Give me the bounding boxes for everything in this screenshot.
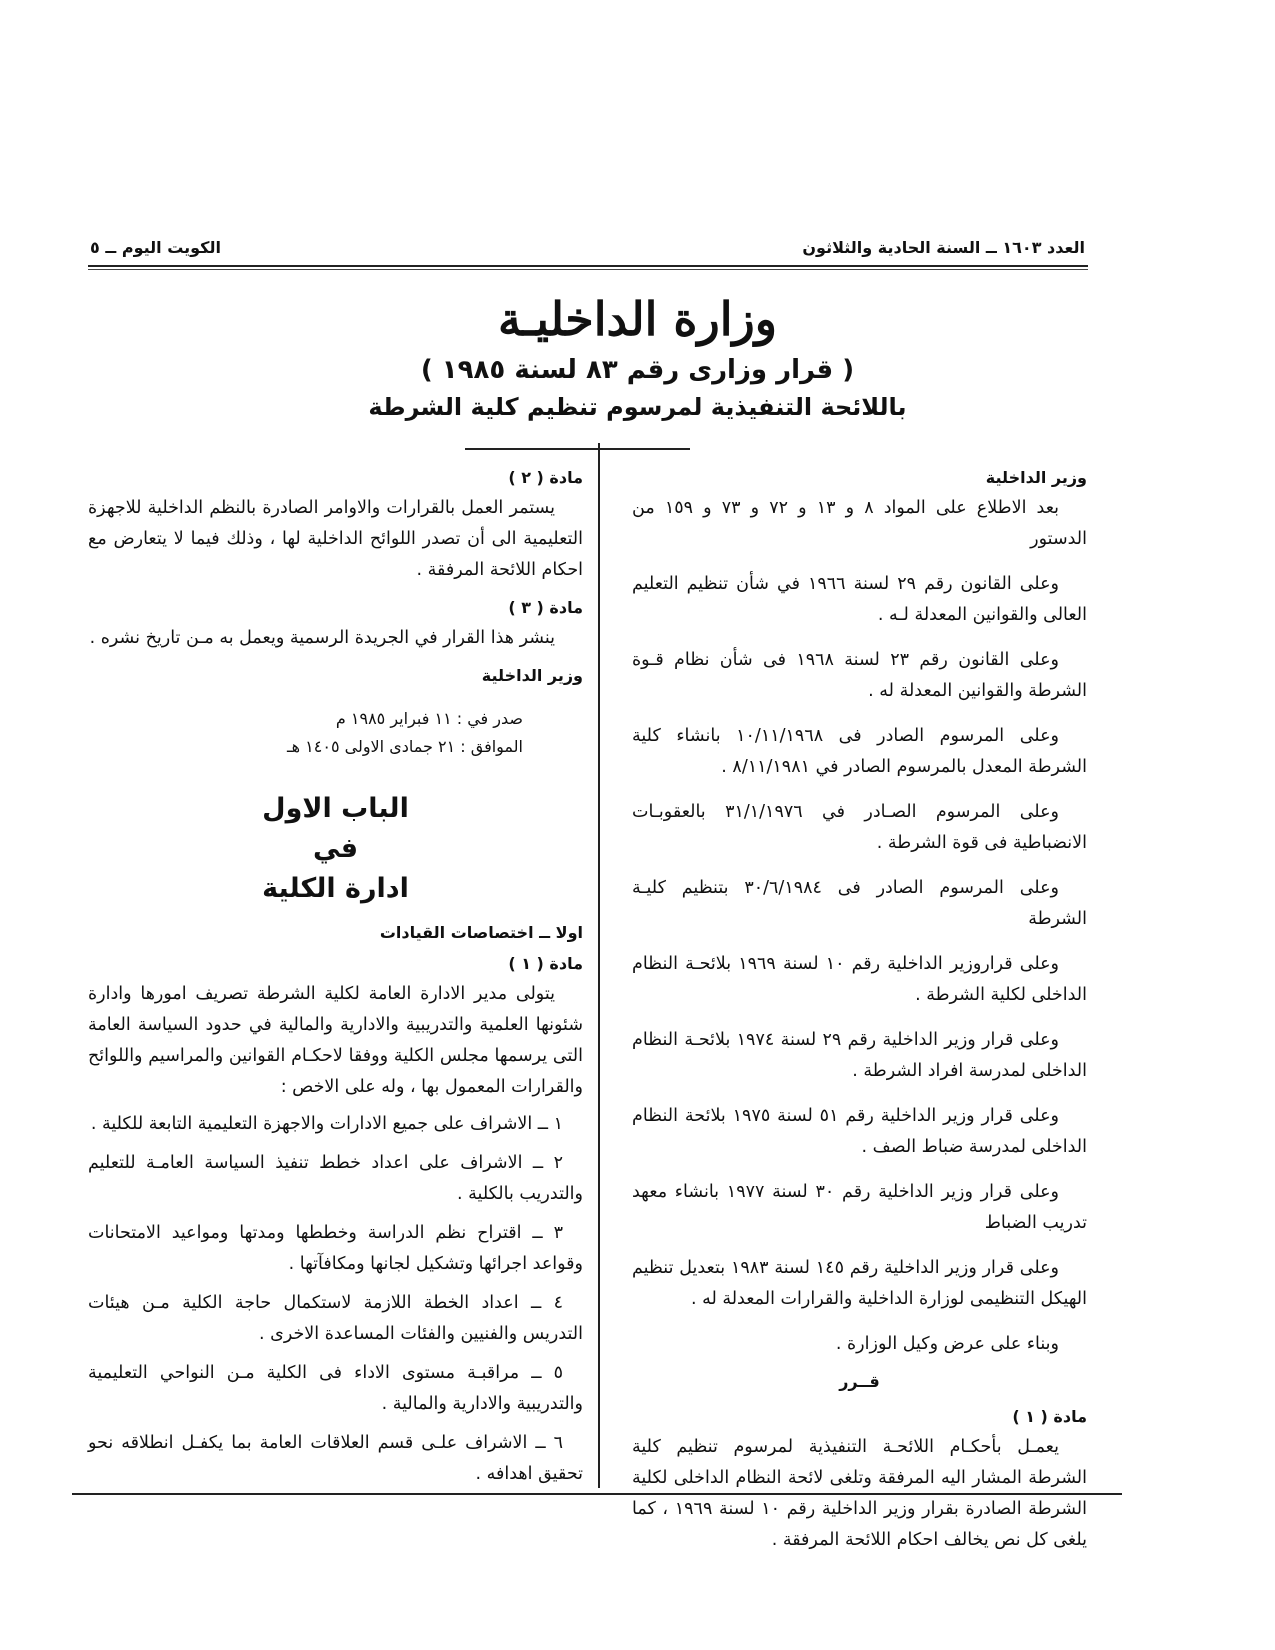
decree-subject: باللائحة التنفيذية لمرسوم تنظيم كلية الشرطة [368, 393, 907, 421]
left-column [88, 462, 583, 1498]
preamble-paragraph: وعلى قرار وزير الداخلية رقم ٢٩ لسنة ١٩٧٤ بلائحـة النظام الداخلى لمدرسة افراد الشرطة . [632, 1030, 1087, 1081]
column-divider [598, 443, 600, 1488]
preamble-paragraph: بعد الاطلاع على المواد ٨ و ١٣ و ٧٢ و ٧٣ و ١٥٩ من الدستور [632, 498, 1087, 549]
preamble-paragraph: وعلى القانون رقم ٢٩ لسنة ١٩٦٦ في شأن تنظيم التعليم العالى والقوانين المعدلة لـه . [632, 574, 1087, 625]
preamble-paragraph: وعلى قراروزير الداخلية رقم ١٠ لسنة ١٩٦٩ بلائحـة النظام الداخلى لكلية الشرطة . [632, 954, 1087, 1005]
preamble-paragraph: وبناء على عرض وكيل الوزارة . [835, 1334, 1059, 1354]
minister-label: وزير الداخلية [985, 468, 1087, 487]
article-label: مادة ( ٣ ) [508, 598, 583, 617]
article-text: يتولى مدير الادارة العامة لكلية الشرطة تصريف امورها وادارة شئونها العلمية والتدريبية والادارية والمالية في حدود السياسة العامة التى يرسمها مجلس الكلية ووفقا لاحكـام القوانين والمراسيم واللوائح والقرارات المعمول بها ، وله على الاخص : [88, 984, 583, 1097]
list-item: ٢ ــ الاشراف على اعداد خطط تنفيذ السياسة العامـة للتعليم والتدريب بالكلية . [88, 1153, 583, 1204]
decree-number: ( قرار وزارى رقم ٨٣ لسنة ١٩٨٥ ) [420, 355, 855, 385]
gazette-page-label: الكويت اليوم ــ ٥ [90, 238, 221, 257]
minister-signature: وزير الداخلية [481, 666, 583, 685]
title-block [0, 285, 1275, 421]
preamble-paragraph: وعلى المرسوم الصادر فى ٣٠/٦/١٩٨٤ بتنظيم كليـة الشرطة [632, 878, 1087, 929]
gregorian-date: صدر في : ١١ فبراير ١٩٨٥ م [335, 709, 523, 728]
ministry-title: وزارة الداخليـة [498, 292, 777, 346]
preamble-paragraph: وعلى قرار وزير الداخلية رقم ٣٠ لسنة ١٩٧٧ بانشاء معهد تدريب الضباط [632, 1182, 1087, 1233]
list-item: ٥ ــ مراقبـة مستوى الاداء فى الكلية مـن النواحي التعليمية والتدريبية والادارية والمالية . [88, 1363, 583, 1414]
footer-rule [72, 1493, 1122, 1495]
article-text: يستمر العمل بالقرارات والاوامر الصادرة بالنظم الداخلية للاجهزة التعليمية الى أن تصدر اللوائح الداخلية لها ، وذلك فيما لا يتعارض مع احكام اللائحة المرفقة . [88, 498, 583, 580]
preamble-paragraph: وعلى المرسوم الصـادر في ٣١/١/١٩٧٦ بالعقوبـات الانضباطية فى قوة الشرطة . [632, 802, 1087, 853]
article-text: ينشر هذا القرار في الجريدة الرسمية ويعمل به مـن تاريخ نشره . [89, 628, 555, 648]
section-title: اولا ــ اختصاصات القيادات [379, 923, 583, 942]
issue-number: العدد ١٦٠٣ ــ السنة الحادية والثلاثون [802, 238, 1085, 257]
preamble-paragraph: وعلى المرسوم الصادر فى ١٠/١١/١٩٦٨ بانشاء كلية الشرطة المعدل بالمرسوم الصادر في ٨/١١/١٩٨١ . [632, 726, 1087, 777]
issue-date [88, 705, 583, 761]
chapter-title: الباب الاول [262, 793, 409, 824]
article-text: يعمـل بأحكـام اللائحـة التنفيذية لمرسوم تنظيم كلية الشرطة المشار اليه المرفقة وتلغى لائحة النظام الداخلى لكلية الشرطة الصادرة بقرار وزير الداخلية رقم ١٠ لسنة ١٩٦٩ ، كما يلغى كل نص يخالف احكام اللائحة المرفقة . [632, 1437, 1088, 1550]
right-column [632, 462, 1087, 1570]
header-rule-thin [88, 269, 1088, 270]
header-rule [88, 265, 1088, 267]
preamble-paragraph: وعلى قرار وزير الداخلية رقم ١٤٥ لسنة ١٩٨٣ بتعديل تنظيم الهيكل التنظيمى لوزارة الداخلية والقرارات المعدلة له . [632, 1258, 1087, 1309]
chapter-subject: ادارة الكلية [262, 873, 409, 904]
hijri-date: الموافق : ٢١ جمادى الاولى ١٤٠٥ هـ [286, 737, 523, 756]
list-item: ٤ ــ اعداد الخطة اللازمة لاستكمال حاجة الكلية مـن هيئات التدريس والفنيين والفئات المساعدة الاخرى . [88, 1293, 583, 1344]
page-header [90, 238, 1085, 264]
preamble-paragraph: وعلى قرار وزير الداخلية رقم ٥١ لسنة ١٩٧٥ بلائحة النظام الداخلى لمدرسة ضباط الصف . [632, 1106, 1087, 1157]
article-label: مادة ( ١ ) [1012, 1407, 1087, 1426]
preamble-paragraph: وعلى القانون رقم ٢٣ لسنة ١٩٦٨ فى شأن نظام قـوة الشرطة والقوانين المعدلة له . [632, 650, 1087, 701]
list-item: ٣ ــ اقتراح نظم الدراسة وخططها ومدتها ومواعيد الامتحانات وقواعد اجرائها وتشكيل لجانها ومكافآتها . [88, 1223, 583, 1274]
list-item: ٦ ــ الاشراف علـى قسم العلاقات العامة بما يكفـل انطلاقه نحو تحقيق اهدافه . [88, 1433, 583, 1484]
title-rule [465, 448, 690, 450]
list-item: ١ ــ الاشراف على جميع الادارات والاجهزة التعليمية التابعة للكلية . [90, 1114, 563, 1134]
article-label: مادة ( ١ ) [508, 954, 583, 973]
article-label: مادة ( ٢ ) [508, 468, 583, 487]
chapter-in: في [313, 833, 358, 864]
decides-heading: قــرر [839, 1372, 880, 1391]
